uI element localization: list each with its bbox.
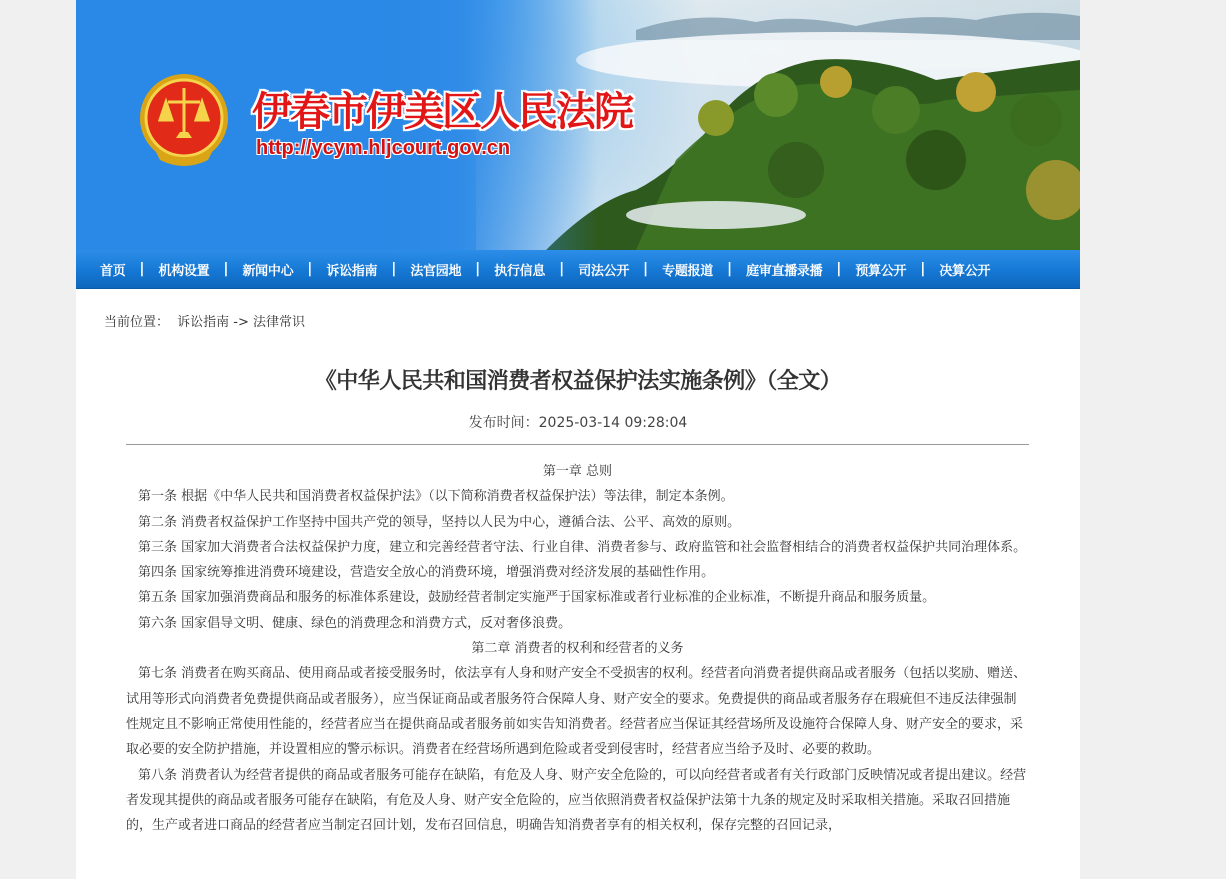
breadcrumb-path[interactable]: 诉讼指南 -> 法律常识	[177, 315, 306, 330]
nav-separator: |	[391, 261, 397, 277]
nav-separator: |	[223, 261, 229, 277]
nav-item-budget-disclosure[interactable]: 预算公开	[855, 263, 907, 279]
article-paragraph: 第七条 消费者在购买商品、使用商品或者接受服务时，依法享有人身和财产安全不受损害的权利。经营者向消费者提供商品或者服务（包括以奖励、赠送、试用等形式向消费者免费提供商品或者服务），应当保证商品或者服务符合保障人身、财产安全的要求。免费提供的商品或者服务存在瑕疵但不违反法律强制性规定且不影响正常使用性能的，经营者应当在提供商品或者服务前如实告知消费者。经营者应当保证其经营场所及设施符合保障人身、财产安全的要求，采取必要的安全防护措施，并设置相应的警示标识。消费者在经营场所遇到危险或者受到侵害时，经营者应当给予及时、必要的救助。	[126, 666, 1027, 758]
article-paragraph: 第六条 国家倡导文明、健康、绿色的消费理念和消费方式，反对奢侈浪费。	[138, 615, 572, 631]
site-banner	[76, 0, 1080, 250]
nav-separator: |	[920, 261, 926, 277]
nav-separator: |	[726, 261, 733, 277]
article-paragraph: 第二条 消费者权益保护工作坚持中国共产党的领导，坚持以人民为中心，遵循合法、公平、高效的原则。	[138, 514, 741, 530]
nav-item-final-accounts[interactable]: 决算公开	[939, 263, 991, 279]
nav-separator: |	[643, 261, 649, 277]
breadcrumb	[104, 311, 309, 330]
court-emblem-icon	[136, 68, 232, 174]
article-paragraph: 第八条 消费者认为经营者提供的商品或者服务可能存在缺陷，有危及人身、财产安全危险的，可以向经营者或者有关行政部门反映情况或者提出建议。经营者发现其提供的商品或者服务可能存在缺陷，有危及人身、财产安全危险的，应当依照消费者权益保护法第十九条的规定及时采取相关措施。采取召回措施的，生产或者进口商品的经营者应当制定召回计划，发布召回信息，明确告知消费者享有的相关权利，保存完整的召回记录，	[126, 767, 1027, 834]
chapter-heading: 第二章 消费者的权利和经营者的义务	[471, 641, 684, 657]
nav-item-organization[interactable]: 机构设置	[158, 263, 210, 279]
nav-item-judges-garden[interactable]: 法官园地	[410, 263, 462, 279]
article-paragraph: 第一条 根据《中华人民共和国消费者权益保护法》（以下简称消费者权益保护法）等法律，制定本条例。	[138, 489, 734, 505]
article-body	[126, 459, 1029, 838]
article-paragraph: 第四条 国家统筹推进消费环境建设，营造安全放心的消费环境，增强消费对经济发展的基础性作用。	[138, 565, 715, 581]
publish-time: 发布时间：2025-03-14 09:28:04	[468, 415, 688, 431]
article-paragraph: 第三条 国家加大消费者合法权益保护力度，建立和完善经营者守法、行业自律、消费者参与、政府监管和社会监督相结合的消费者权益保护共同治理体系。	[138, 539, 1027, 555]
nav-item-home[interactable]: 首页	[100, 263, 126, 279]
title-divider	[126, 444, 1029, 445]
nav-separator: |	[307, 261, 313, 277]
court-name-title: 伊春市伊美区人民法院	[252, 89, 632, 135]
nav-item-litigation-guide[interactable]: 诉讼指南	[326, 263, 378, 279]
nav-item-judicial-openness[interactable]: 司法公开	[578, 263, 630, 279]
breadcrumb-prefix: 当前位置：	[104, 315, 170, 330]
nav-separator: |	[836, 261, 842, 277]
nav-separator: |	[559, 261, 565, 277]
page-container	[76, 0, 1080, 879]
nav-item-enforcement-info[interactable]: 执行信息	[494, 263, 546, 279]
court-website-url: http://ycym.hljcourt.gov.cn	[256, 137, 511, 159]
nav-item-news-center[interactable]: 新闻中心	[242, 263, 294, 279]
nav-separator: |	[475, 261, 481, 277]
nav-item-trial-live[interactable]: 庭审直播录播	[746, 263, 823, 279]
nav-item-special-reports[interactable]: 专题报道	[662, 263, 713, 279]
nav-separator: |	[139, 261, 145, 277]
chapter-heading: 第一章 总则	[542, 464, 613, 479]
article-paragraph: 第五条 国家加强消费商品和服务的标准体系建设，鼓励经营者制定实施严于国家标准或者行业标准的企业标准，不断提升商品和服务质量。	[138, 590, 936, 606]
main-navigation	[76, 250, 1080, 289]
article-title: 《中华人民共和国消费者权益保护法实施条例》（全文）	[314, 369, 842, 394]
